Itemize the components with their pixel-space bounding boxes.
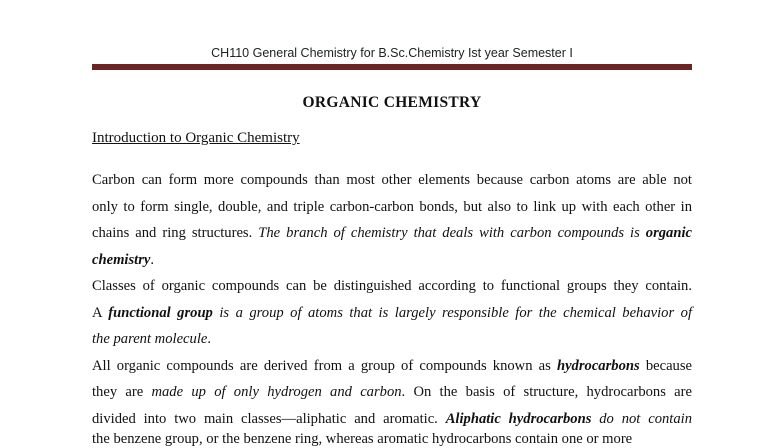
body-text (92, 167, 692, 432)
paragraph-line: divided into two main classes—aliphatic and aromatic. Aliphatic hydrocarbons do not contain (92, 410, 692, 427)
paragraph-line: chains and ring structures. The branch of chemistry that deals with carbon compounds is organic (92, 225, 692, 241)
paragraph-line: Classes of organic compounds can be distinguished according to functional groups they contain. (92, 278, 692, 294)
paragraph-line: Carbon can form more compounds than most other elements because carbon atoms are able not (92, 172, 692, 188)
header-rule (92, 64, 692, 70)
paragraph-line: they are made up of only hydrogen and carbon. On the basis of structure, hydrocarbons are (92, 384, 692, 400)
paragraph-line: A functional group is a group of atoms that is largely responsible for the chemical behavior of (92, 304, 692, 321)
cut-off-line: the benzene group, or the benzene ring, whereas aromatic hydrocarbons contain one or more (92, 431, 633, 447)
paragraph-line: All organic compounds are derived from a group of compounds known as hydrocarbons because (92, 357, 692, 374)
section-heading: Introduction to Organic Chemistry (92, 130, 300, 146)
paragraph-line: only to form single, double, and triple carbon-carbon bonds, but also to link up with each other in (92, 198, 692, 215)
paragraph-line: the parent molecule. (92, 331, 212, 347)
document-title: ORGANIC CHEMISTRY (302, 94, 482, 111)
running-header: CH110 General Chemistry for B.Sc.Chemistry Ist year Semester I (211, 46, 573, 60)
paragraph-line: chemistry. (92, 251, 155, 268)
